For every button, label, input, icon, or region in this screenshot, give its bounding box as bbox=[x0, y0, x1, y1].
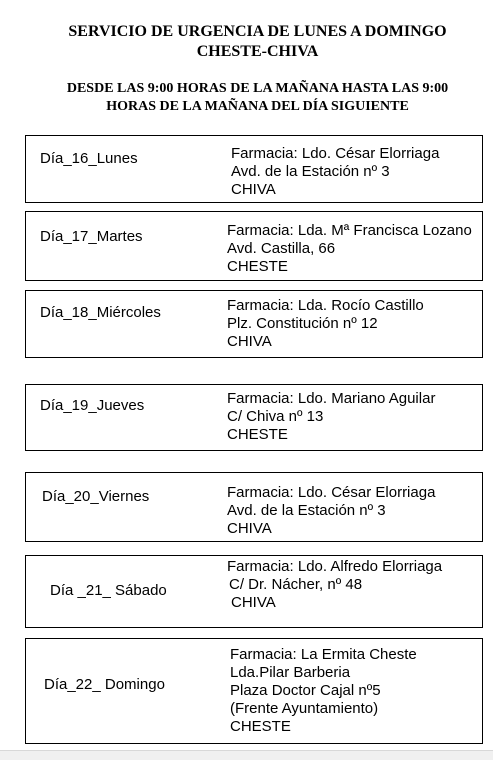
day-label: Día _21_ Sábado bbox=[50, 582, 167, 599]
schedule-row bbox=[25, 384, 483, 451]
pharmacy-town: CHESTE bbox=[227, 426, 288, 443]
day-label: Día_22_ Domingo bbox=[44, 676, 165, 693]
pharmacy-info bbox=[227, 222, 472, 276]
pharmacy-town: CHIVA bbox=[231, 594, 276, 611]
pharmacy-address: Plaza Doctor Cajal nº5 bbox=[230, 682, 381, 699]
pharmacy-address: C/ Chiva nº 13 bbox=[227, 408, 324, 425]
day-label: Día_18_Miércoles bbox=[40, 304, 161, 321]
pharmacy-info bbox=[227, 297, 424, 351]
pharmacy-address-note: (Frente Ayuntamiento) bbox=[230, 700, 379, 717]
pharmacy-address: Avd. de la Estación nº 3 bbox=[227, 502, 386, 519]
schedule-row bbox=[25, 211, 483, 281]
pharmacy-name: Farmacia: Ldo. Alfredo Elorriaga bbox=[227, 558, 443, 575]
day-label: Día_20_Viernes bbox=[42, 488, 150, 505]
schedule-row bbox=[25, 135, 483, 203]
pharmacy-info bbox=[230, 646, 417, 736]
pharmacy-info bbox=[227, 390, 435, 444]
pharmacy-address: C/ Dr. Nácher, nº 48 bbox=[229, 576, 363, 593]
pharmacy-town: CHIVA bbox=[227, 333, 272, 350]
page-title-location: CHESTE-CHIVA bbox=[196, 43, 319, 60]
schedule-hours-line2: HORAS DE LA MAÑANA DEL DÍA SIGUIENTE bbox=[106, 99, 409, 114]
page-title: SERVICIO DE URGENCIA DE LUNES A DOMINGO bbox=[68, 23, 447, 40]
schedule-hours-line1: DESDE LAS 9:00 HORAS DE LA MAÑANA HASTA LAS 9:00 bbox=[66, 81, 449, 96]
pharmacy-info bbox=[227, 558, 442, 612]
pharmacy-town: CHIVA bbox=[231, 181, 276, 198]
schedule-row bbox=[25, 555, 483, 628]
day-label: Día_19_Jueves bbox=[40, 397, 145, 414]
schedule-row bbox=[25, 638, 483, 744]
day-label: Día_16_Lunes bbox=[40, 150, 138, 167]
pharmacy-name: Farmacia: Ldo. César Elorriaga bbox=[227, 484, 436, 501]
schedule-row bbox=[25, 472, 483, 542]
pharmacy-name: Farmacia: Lda. Mª Francisca Lozano bbox=[227, 222, 472, 239]
pharmacy-name: Farmacia: Ldo. César Elorriaga bbox=[231, 145, 440, 162]
pharmacist-name: Lda.Pilar Barberia bbox=[230, 664, 351, 681]
pharmacy-address: Avd. Castilla, 66 bbox=[227, 240, 336, 257]
pharmacy-town: CHESTE bbox=[230, 718, 291, 735]
pharmacy-info bbox=[231, 145, 439, 199]
pharmacy-name: Farmacia: Lda. Rocío Castillo bbox=[227, 297, 424, 314]
day-label: Día_17_Martes bbox=[40, 228, 143, 245]
pharmacy-info bbox=[227, 484, 435, 538]
pharmacy-address: Plz. Constitución nº 12 bbox=[227, 315, 378, 332]
pharmacy-name: Farmacia: La Ermita Cheste bbox=[230, 646, 417, 663]
pharmacy-town: CHIVA bbox=[227, 520, 272, 537]
schedule-row bbox=[25, 290, 483, 358]
pharmacy-name: Farmacia: Ldo. Mariano Aguilar bbox=[227, 390, 436, 407]
pharmacy-town: CHESTE bbox=[227, 258, 288, 275]
pharmacy-address: Avd. de la Estación nº 3 bbox=[231, 163, 390, 180]
